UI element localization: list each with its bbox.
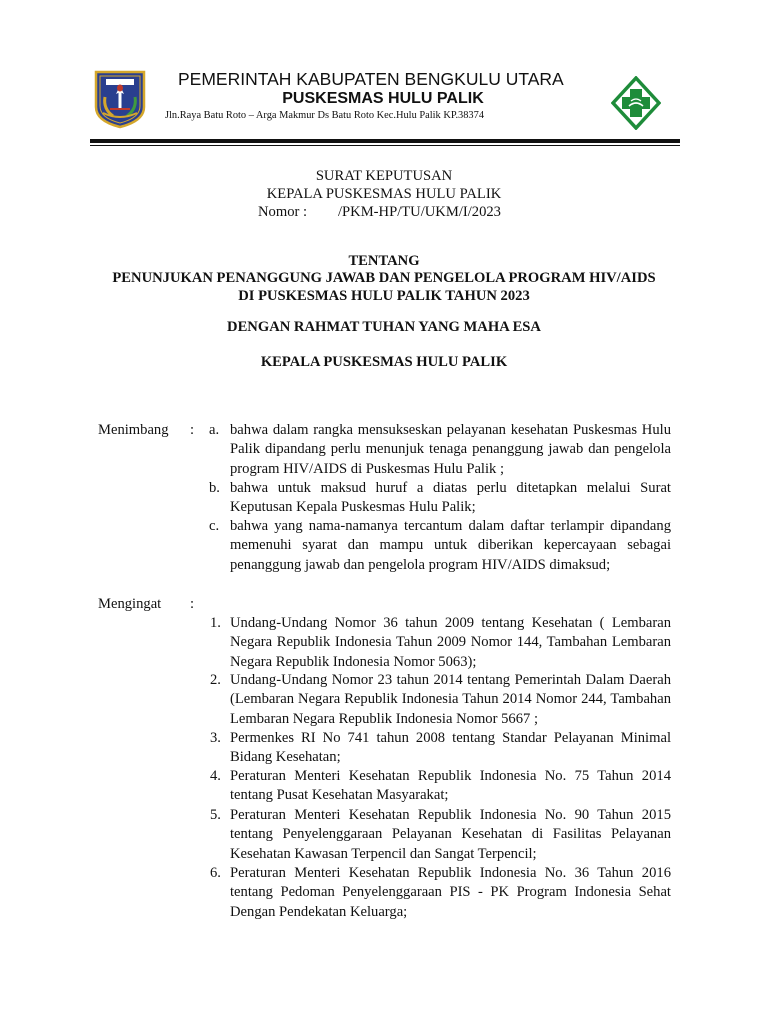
mengingat-marker: 6. <box>210 865 221 881</box>
mengingat-item: Peraturan Menteri Kesehatan Republik Indonesia No. 75 Tahun 2014 tentang Pusat Kesehatan Masyarakat; <box>230 768 671 804</box>
menimbang-colon: : <box>190 422 195 438</box>
mengingat-item: Peraturan Menteri Kesehatan Republik Indonesia No. 36 Tahun 2016 tentang Pedoman Penyelenggaraan PIS - PK Program Indonesia Sehat Dengan Pendekatan Keluarga; <box>230 865 671 920</box>
menimbang-item: bahwa yang nama-namanya tercantum dalam daftar terlampir dipandang memenuhi syarat dan mampu untuk diberikan kepercayaan sebagai penanggung jawab dan pengelola program HIV/AIDS dimaksud; <box>230 518 671 573</box>
mengingat-marker: 5. <box>210 807 221 823</box>
official-title: KEPALA PUSKESMAS HULU PALIK <box>260 354 508 370</box>
menimbang-marker: b. <box>209 480 220 496</box>
mengingat-marker: 4. <box>210 768 221 784</box>
menimbang-item: bahwa dalam rangka mensukseskan pelayanan kesehatan Puskesmas Hulu Palik dipandang perlu menunjuk tenaga penanggung jawab dan pengelola program HIV/AIDS di Puskesmas Hulu Palik ; <box>230 422 671 477</box>
menimbang-label: Menimbang <box>98 422 169 438</box>
letterhead-institution: PUSKESMAS HULU PALIK <box>282 90 484 107</box>
menimbang-item: bahwa untuk maksud huruf a diatas perlu ditetapkan melalui Surat Keputusan Kepala Puskesmas Hulu Palik; <box>230 480 671 516</box>
letterhead-government: PEMERINTAH KABUPATEN BENGKULU UTARA <box>178 69 564 89</box>
menimbang-marker: a. <box>209 422 220 438</box>
letterhead-rule-thin <box>90 145 680 146</box>
mengingat-label: Mengingat <box>98 596 162 612</box>
subject-line-2: DI PUSKESMAS HULU PALIK TAHUN 2023 <box>238 288 530 304</box>
letterhead-address: Jln.Raya Batu Roto – Arga Makmur Ds Batu Roto Kec.Hulu Palik KP.38374 <box>165 110 485 121</box>
regency-emblem-icon <box>93 69 147 129</box>
mengingat-colon: : <box>190 596 195 612</box>
puskesmas-cross-icon <box>611 76 661 130</box>
mengingat-item: Undang-Undang Nomor 36 tahun 2009 tentang Kesehatan ( Lembaran Negara Republik Indonesia Tahun 2009 Nomor 144, Tambahan Lembaran Negara Republik Indonesia Nomor 5063); <box>230 615 671 670</box>
mengingat-item: Permenkes RI No 741 tahun 2008 tentang Standar Pelayanan Minimal Bidang Kesehatan; <box>230 730 671 766</box>
letterhead-rule <box>90 139 680 143</box>
nomor-label: Nomor : <box>258 204 308 220</box>
doc-type: SURAT KEPUTUSAN <box>315 168 453 184</box>
mengingat-marker: 3. <box>210 730 221 746</box>
doc-issuer: KEPALA PUSKESMAS HULU PALIK <box>266 186 502 202</box>
mengingat-item: Peraturan Menteri Kesehatan Republik Indonesia No. 90 Tahun 2015 tentang Penyelenggaraan Pelayanan Kesehatan di Fasilitas Pelayanan Kesehatan Kawasan Terpencil dan Sangat Terpencil; <box>230 807 671 862</box>
mengingat-marker: 2. <box>210 672 221 688</box>
menimbang-marker: c. <box>209 518 220 534</box>
subject-line-1: PENUNJUKAN PENANGGUNG JAWAB DAN PENGELOLA PROGRAM HIV/AIDS <box>112 270 656 286</box>
nomor-value: /PKM-HP/TU/UKM/I/2023 <box>338 204 501 220</box>
mengingat-item: Undang-Undang Nomor 23 tahun 2014 tentang Pemerintah Dalam Daerah (Lembaran Negara Republik Indonesia Tahun 2014 Nomor 244, Tambahan Lembaran Negara Republik Indonesia Nomor 5667 ; <box>230 672 671 727</box>
tentang-heading: TENTANG <box>348 253 420 269</box>
blessing-line: DENGAN RAHMAT TUHAN YANG MAHA ESA <box>227 319 541 335</box>
mengingat-marker: 1. <box>210 615 221 631</box>
